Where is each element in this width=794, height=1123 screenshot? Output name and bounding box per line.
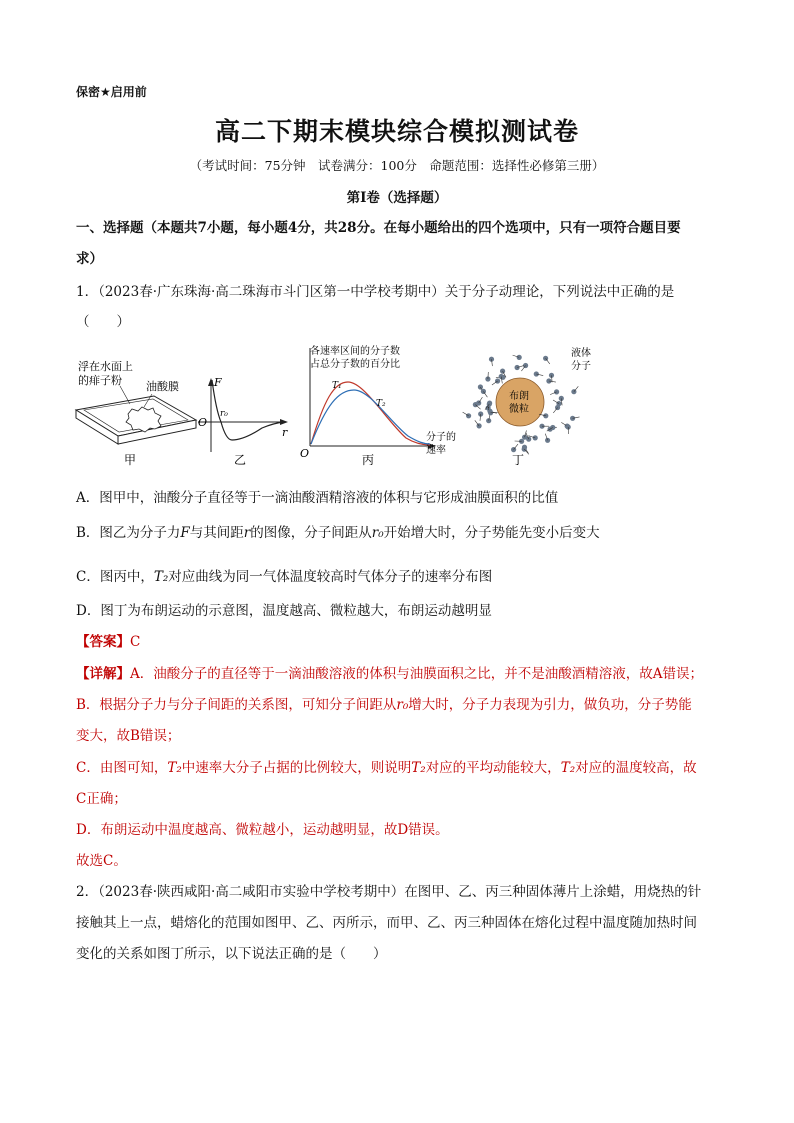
- q1-figure: [72, 340, 632, 475]
- liquid-molecule: [543, 356, 548, 361]
- bing-xlabel-2: 速率: [426, 445, 446, 456]
- jia-label-3: 油酸膜: [146, 380, 179, 393]
- figure-yi: [198, 376, 288, 467]
- yi-O-label: O: [198, 416, 208, 429]
- q1-detail-b2: 变大，故B错误；: [76, 728, 181, 744]
- liquid-molecule: [486, 418, 491, 423]
- bing-xlabel-1: 分子的: [426, 432, 456, 443]
- figure-bing: [300, 344, 456, 467]
- section-instruction-line1: 一、选择题（本题共7小题，每小题4分，共28分。在每小题给出的四个选项中，只有一项符合题目要: [76, 220, 681, 236]
- ding-label-1: 液体: [571, 348, 591, 359]
- bing-T2-label: T₂: [376, 399, 386, 409]
- q2-stem-line3: 变化的关系如图丁所示，以下说法正确的是（ ）: [76, 946, 387, 962]
- q2-stem-line1: 2．（2023春·陕西咸阳·高二咸阳市实验中学校考期中）在图甲、乙、丙三种固体薄片上涂蜡，用烧热的针: [76, 884, 702, 900]
- jia-label-1: 浮在水面上: [78, 360, 133, 373]
- q1-option-a: A．图甲中，油酸分子直径等于一滴油酸酒精溶液的体积与它形成油膜面积的比值: [76, 490, 559, 506]
- q1-option-c: C．图丙中，T₂对应曲线为同一气体温度较高时气体分子的速率分布图: [76, 569, 493, 585]
- bing-T1-label: T₁: [332, 381, 342, 391]
- liquid-molecule: [481, 389, 486, 394]
- liquid-molecule: [570, 416, 575, 421]
- q1-detail-c1: C．由图可知，T₂中速率大分子占据的比例较大，则说明T₂对应的平均动能较大，T₂对应的温度较高，故: [76, 760, 697, 776]
- liquid-molecule: [515, 365, 520, 370]
- ding-label-2: 分子: [571, 361, 591, 372]
- confidential-label: 保密★启用前: [76, 85, 147, 99]
- q1-detail-a: 【详解】A．油酸分子的直径等于一滴油酸溶液的体积与油膜面积之比，并不是油酸酒精溶液，故A错误；: [76, 666, 703, 682]
- q1-detail-b1: B．根据分子力与分子间距的关系图，可知分子间距从r₀增大时，分子力表现为引力，做负功，分子势能: [76, 697, 692, 713]
- q1-blank: （ ）: [76, 314, 130, 330]
- figure-ding: [463, 346, 591, 467]
- q1-stem: 1．（2023春·广东珠海·高二珠海市斗门区第一中学校考期中）关于分子动理论，下列说法中正确的是: [76, 284, 675, 300]
- q1-answer: 【答案】C: [76, 634, 141, 650]
- bing-O-label: O: [300, 447, 310, 460]
- ding-caption: 丁: [512, 453, 525, 467]
- ding-center-2: 微粒: [509, 404, 529, 415]
- q1-detail-d: D．布朗运动中温度越高、微粒越小，运动越明显，故D错误。: [76, 822, 449, 838]
- yi-F-label: F: [214, 376, 222, 389]
- q1-option-b: B．图乙为分子力F与其间距r的图像，分子间距从r₀开始增大时，分子势能先变小后变大: [76, 525, 600, 541]
- q1-option-d: D．图丁为布朗运动的示意图，温度越高、微粒越大，布朗运动越明显: [76, 603, 492, 619]
- exam-subtitle: （考试时间：75分钟 试卷满分：100分 命题范围：选择性必修第三册）: [189, 158, 605, 173]
- jia-caption: 甲: [124, 453, 137, 467]
- jia-label-2: 的痱子粉: [78, 374, 122, 387]
- q2-stem-line2: 接触其上一点，蜡熔化的范围如图甲、乙、丙所示，而甲、乙、丙三种固体在熔化过程中温度随加热时间: [76, 915, 697, 931]
- bing-caption: 丙: [362, 453, 375, 467]
- exam-title: 高二下期末模块综合模拟测试卷: [214, 117, 579, 146]
- bing-ylabel-2: 占总分子数的百分比: [310, 359, 400, 370]
- yi-r0-label: r₀: [220, 409, 228, 419]
- liquid-molecule: [556, 401, 561, 406]
- bing-ylabel-1: 各速率区间的分子数: [310, 346, 400, 357]
- yi-caption: 乙: [234, 453, 247, 467]
- brownian-particle: [496, 378, 544, 426]
- liquid-molecule: [522, 435, 527, 440]
- volume-heading: 第Ⅰ卷（选择题）: [346, 190, 448, 206]
- q1-conclusion: 故选C。: [76, 853, 127, 869]
- ding-center-1: 布朗: [509, 391, 529, 402]
- section-instruction-line2: 求）: [76, 251, 103, 267]
- q1-detail-c2: C正确；: [76, 791, 127, 807]
- figure-jia: [76, 359, 196, 467]
- yi-r-label: r: [282, 426, 288, 439]
